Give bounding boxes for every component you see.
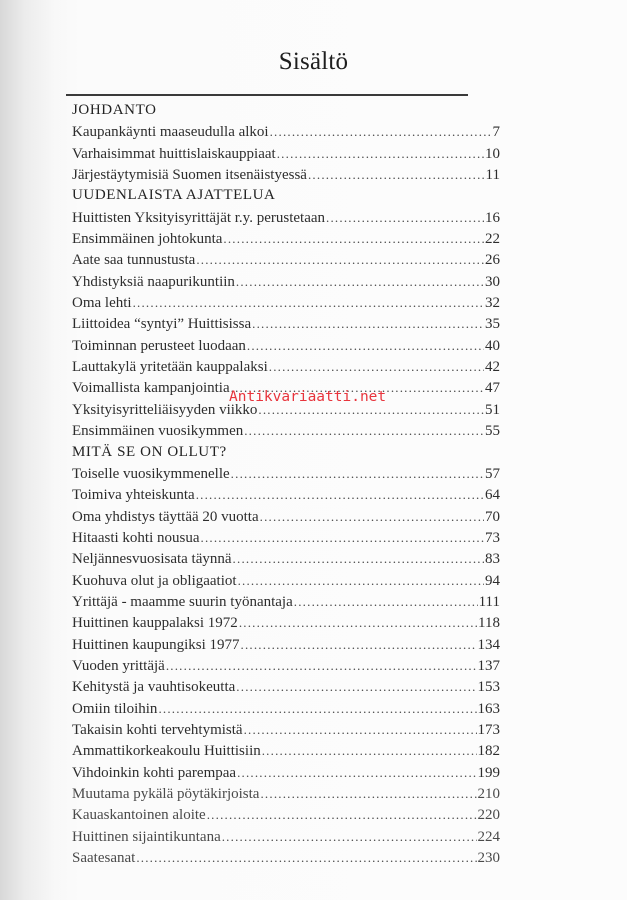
page-number: 26 (485, 252, 500, 269)
toc-entry[interactable] (72, 249, 500, 270)
toc-entry[interactable] (72, 399, 500, 420)
toc-section-heading (72, 100, 500, 121)
page-number: 182 (477, 743, 500, 760)
dot-leader (260, 783, 476, 804)
toc-section-heading (72, 185, 500, 206)
dot-leader (270, 121, 492, 142)
toc-entry[interactable] (72, 676, 500, 697)
page-number: 118 (478, 615, 500, 632)
page-number: 111 (478, 593, 500, 610)
toc-entry[interactable] (72, 420, 500, 441)
page-number: 32 (485, 295, 500, 312)
toc-entry[interactable] (72, 356, 500, 377)
entry-title: Vuoden yrittäjä (72, 657, 165, 674)
page-number: 51 (485, 401, 500, 418)
watermark: Antikvariaatti.net (229, 389, 387, 405)
dot-leader (277, 143, 484, 164)
entry-title: Voimallista kampanjointia (72, 380, 230, 397)
page-number: 11 (485, 167, 500, 184)
toc-entry[interactable] (72, 313, 500, 334)
toc-entry[interactable] (72, 612, 500, 633)
toc-entry[interactable] (72, 591, 500, 612)
page-number: 83 (485, 551, 500, 568)
toc-entry[interactable] (72, 292, 500, 313)
entry-title: Yhdistyksiä naapurikuntiin (72, 273, 235, 290)
page-number: 10 (485, 145, 500, 162)
page-number: 47 (485, 380, 500, 397)
dot-leader (326, 207, 484, 228)
dot-leader (222, 826, 477, 847)
toc-entry[interactable] (72, 548, 500, 569)
toc-entry[interactable] (72, 377, 500, 398)
dot-leader (308, 164, 485, 185)
dot-leader (233, 548, 484, 569)
dot-leader (166, 655, 477, 676)
dot-leader (262, 740, 477, 761)
dot-leader (196, 249, 484, 270)
entry-title: Huittisten Yksityisyrittäjät r.y. perustetaan (72, 209, 326, 226)
page-number: 40 (485, 337, 500, 354)
page-number: 230 (477, 850, 500, 867)
entry-title: Oma yhdistys täyttää 20 vuotta (72, 508, 259, 525)
page-number: 30 (485, 273, 500, 290)
dot-leader (244, 719, 477, 740)
section-title: UUDENLAISTA AJATTELUA (72, 187, 276, 204)
page-number: 57 (485, 465, 500, 482)
toc-section-heading (72, 442, 500, 463)
page-number: 7 (492, 124, 500, 141)
entry-title: Oma lehti (72, 295, 132, 312)
dot-leader (136, 847, 476, 868)
dot-leader (239, 612, 477, 633)
toc-entry[interactable] (72, 570, 500, 591)
page-number: 73 (485, 529, 500, 546)
toc-entry[interactable] (72, 506, 500, 527)
section-title: JOHDANTO (72, 102, 157, 118)
entry-title: Kuohuva olut ja obligaatiot (72, 572, 237, 589)
toc-entry[interactable] (72, 271, 500, 292)
entry-title: Huittinen kaupungiksi 1977 (72, 636, 240, 653)
entry-title: Kaupankäynti maaseudulla alkoi (72, 124, 269, 141)
toc-entry[interactable] (72, 164, 500, 185)
page-title: Sisältö (278, 48, 349, 75)
toc-entry[interactable] (72, 719, 500, 740)
page-number: 94 (485, 572, 500, 589)
dot-leader (252, 313, 484, 334)
entry-title: Yksityisyritteliäisyyden viikko (72, 401, 258, 418)
table-of-contents (72, 100, 500, 868)
entry-title: Muutama pykälä pöytäkirjoista (72, 786, 260, 802)
entry-title: Lauttakylä yritetään kauppalaksi (72, 359, 268, 376)
page-number: 210 (477, 786, 500, 802)
page-number: 163 (477, 700, 500, 717)
entry-title: Huittinen sijaintikuntana (72, 828, 221, 845)
toc-entry[interactable] (72, 655, 500, 676)
dot-leader (294, 591, 478, 612)
entry-title: Takaisin kohti tervehtymistä (72, 721, 243, 738)
entry-title: Saatesanat (72, 850, 136, 867)
toc-entry[interactable] (72, 335, 500, 356)
section-title: MITÄ SE ON OLLUT? (72, 443, 227, 460)
toc-entry[interactable] (72, 740, 500, 761)
dot-leader (196, 484, 484, 505)
dot-leader (269, 356, 484, 377)
toc-entry[interactable] (72, 207, 500, 228)
entry-title: Kauaskantoinen aloite (72, 807, 206, 824)
entry-title: Ensimmäinen johtokunta (72, 231, 223, 248)
dot-leader (244, 420, 484, 441)
dot-leader (207, 804, 477, 825)
entry-title: Liittoidea “syntyi” Huittisissa (72, 316, 252, 333)
page-number: 153 (477, 679, 500, 696)
entry-title: Ensimmäinen vuosikymmen (72, 423, 244, 440)
dot-leader (231, 463, 484, 484)
entry-title: Vihdoinkin kohti parempaa (72, 764, 237, 781)
entry-title: Kehitystä ja vauhtisokeutta (72, 679, 236, 696)
dot-leader (238, 570, 484, 591)
page-number: 173 (477, 721, 500, 738)
toc-entry[interactable] (72, 804, 500, 825)
dot-leader (260, 506, 484, 527)
entry-title: Huittinen kauppalaksi 1972 (72, 615, 238, 632)
page-number: 199 (477, 764, 500, 781)
toc-entry[interactable] (72, 783, 500, 804)
page-number: 224 (477, 828, 500, 845)
page-number: 64 (485, 487, 500, 504)
entry-title: Omiin tiloihin (72, 700, 158, 717)
toc-entry[interactable] (72, 527, 500, 548)
toc-entry[interactable] (72, 698, 500, 719)
entry-title: Hitaasti kohti nousua (72, 529, 200, 546)
page-number: 42 (485, 359, 500, 376)
dot-leader (236, 676, 476, 697)
dot-leader (231, 377, 484, 398)
entry-title: Toimiva yhteiskunta (72, 487, 195, 504)
toc-entry[interactable] (72, 121, 500, 142)
dot-leader (258, 399, 484, 420)
dot-leader (133, 292, 484, 313)
toc-entry[interactable] (72, 762, 500, 783)
page-number: 137 (477, 657, 500, 674)
entry-title: Neljännesvuosisata täynnä (72, 551, 232, 568)
dot-leader (237, 762, 476, 783)
page-number: 70 (485, 508, 500, 525)
dot-leader (236, 271, 484, 292)
page-number: 134 (477, 636, 500, 653)
title-divider (66, 94, 468, 96)
entry-title: Aate saa tunnustusta (72, 252, 196, 269)
toc-entry[interactable] (72, 228, 500, 249)
toc-entry[interactable] (72, 847, 500, 868)
entry-title: Ammattikorkeakoulu Huittisiin (72, 743, 261, 760)
dot-leader (223, 228, 484, 249)
dot-leader (201, 527, 485, 548)
dot-leader (158, 698, 476, 719)
toc-entry[interactable] (72, 634, 500, 655)
toc-entry[interactable] (72, 484, 500, 505)
entry-title: Yrittäjä - maamme suurin työnantaja (72, 593, 293, 610)
page-number: 16 (485, 209, 500, 226)
entry-title: Toiminnan perusteet luodaan (72, 337, 246, 354)
page-number: 220 (477, 807, 500, 824)
toc-entry[interactable] (72, 826, 500, 847)
page-number: 35 (485, 316, 500, 333)
page-number: 22 (485, 231, 500, 248)
page-number: 55 (485, 423, 500, 440)
entry-title: Varhaisimmat huittislaiskauppiaat (72, 145, 276, 162)
toc-entry[interactable] (72, 143, 500, 164)
entry-title: Järjestäytymisiä Suomen itsenäistyessä (72, 167, 307, 184)
dot-leader (241, 634, 477, 655)
dot-leader (247, 335, 484, 356)
toc-entry[interactable] (72, 463, 500, 484)
entry-title: Toiselle vuosikymmenelle (72, 465, 230, 482)
